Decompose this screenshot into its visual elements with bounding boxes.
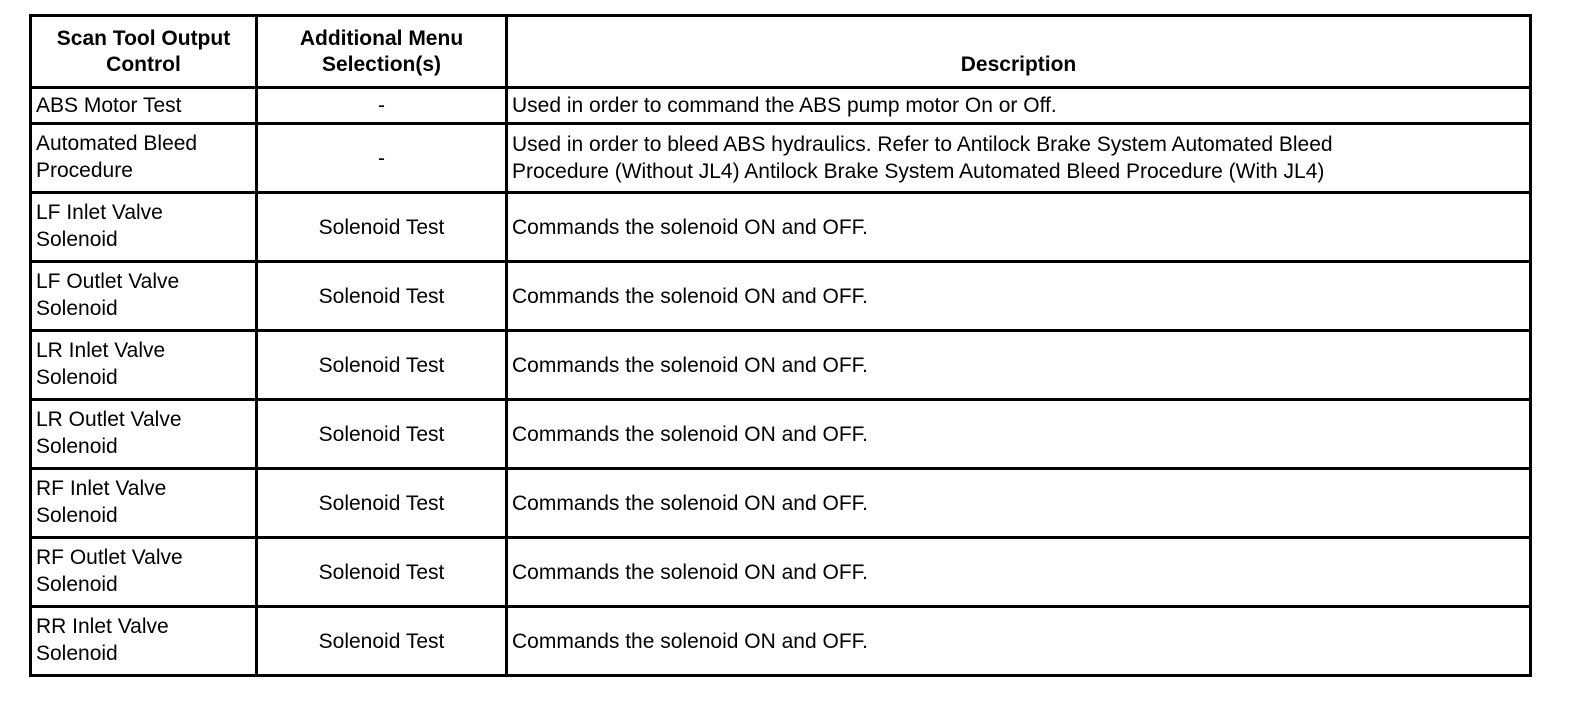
cell-line: Commands the solenoid ON and OFF. bbox=[512, 629, 868, 653]
control-cell bbox=[31, 124, 257, 193]
cell-line: Used in order to command the ABS pump motor On or Off. bbox=[512, 94, 1057, 117]
cell-line: Automated Bleed bbox=[36, 132, 198, 155]
table-row bbox=[31, 262, 1531, 331]
cell-line: Solenoid bbox=[36, 228, 118, 251]
cell-line: Solenoid bbox=[36, 297, 118, 320]
header-scan-tool-output-control bbox=[31, 16, 257, 88]
cell-line: Commands the solenoid ON and OFF. bbox=[512, 491, 868, 515]
menu-cell: Solenoid Test bbox=[257, 607, 507, 676]
cell-line: Solenoid bbox=[36, 642, 118, 665]
header-description: Description bbox=[507, 16, 1531, 88]
cell-line: RR Inlet Valve bbox=[36, 615, 169, 638]
table-row bbox=[31, 124, 1531, 193]
cell-line: Commands the solenoid ON and OFF. bbox=[512, 353, 868, 377]
header-line: Scan Tool Output bbox=[56, 26, 231, 50]
cell-line: Procedure bbox=[36, 159, 133, 182]
header-line: Control bbox=[106, 52, 181, 76]
cell-line: Commands the solenoid ON and OFF. bbox=[512, 284, 868, 308]
description-cell bbox=[507, 193, 1531, 262]
control-cell bbox=[31, 331, 257, 400]
menu-cell: Solenoid Test bbox=[257, 538, 507, 607]
cell-line: Solenoid bbox=[36, 573, 118, 596]
header-additional-menu-selections bbox=[257, 16, 507, 88]
header-line: Additional Menu bbox=[299, 26, 464, 50]
output-control-table bbox=[29, 14, 1532, 677]
cell-line: Solenoid bbox=[36, 504, 118, 527]
description-cell bbox=[507, 538, 1531, 607]
cell-line: RF Outlet Valve bbox=[36, 546, 183, 569]
cell-line: Used in order to bleed ABS hydraulics. Refer to Antilock Brake System Automated Bleed bbox=[512, 133, 1333, 156]
cell-line: ABS Motor Test bbox=[36, 94, 182, 117]
menu-cell: Solenoid Test bbox=[257, 193, 507, 262]
cell-line: Commands the solenoid ON and OFF. bbox=[512, 560, 868, 584]
cell-line: Solenoid bbox=[36, 435, 118, 458]
control-cell bbox=[31, 88, 257, 124]
menu-cell: - bbox=[257, 88, 507, 124]
description-cell bbox=[507, 607, 1531, 676]
table-header-row bbox=[31, 16, 1531, 88]
table-row bbox=[31, 538, 1531, 607]
table-row bbox=[31, 193, 1531, 262]
menu-cell: Solenoid Test bbox=[257, 400, 507, 469]
table-row bbox=[31, 400, 1531, 469]
description-cell bbox=[507, 88, 1531, 124]
cell-line: Procedure (Without JL4) Antilock Brake System Automated Bleed Procedure (With JL4) bbox=[512, 160, 1325, 183]
description-cell bbox=[507, 124, 1531, 193]
control-cell bbox=[31, 538, 257, 607]
table-row bbox=[31, 88, 1531, 124]
header-line: Selection(s) bbox=[321, 52, 442, 76]
menu-cell: Solenoid Test bbox=[257, 262, 507, 331]
cell-line: LR Inlet Valve bbox=[36, 339, 166, 362]
menu-cell: Solenoid Test bbox=[257, 331, 507, 400]
table-row bbox=[31, 469, 1531, 538]
cell-line: LR Outlet Valve bbox=[36, 408, 182, 431]
cell-line: Commands the solenoid ON and OFF. bbox=[512, 215, 868, 239]
table-row bbox=[31, 331, 1531, 400]
cell-line: LF Inlet Valve bbox=[36, 201, 163, 224]
control-cell bbox=[31, 469, 257, 538]
description-cell bbox=[507, 400, 1531, 469]
control-cell bbox=[31, 262, 257, 331]
table-row bbox=[31, 607, 1531, 676]
cell-line: Commands the solenoid ON and OFF. bbox=[512, 422, 868, 446]
control-cell bbox=[31, 400, 257, 469]
menu-cell: - bbox=[257, 124, 507, 193]
cell-line: LF Outlet Valve bbox=[36, 270, 180, 293]
description-cell bbox=[507, 469, 1531, 538]
cell-line: RF Inlet Valve bbox=[36, 477, 167, 500]
cell-line: Solenoid bbox=[36, 366, 118, 389]
control-cell bbox=[31, 193, 257, 262]
menu-cell: Solenoid Test bbox=[257, 469, 507, 538]
control-cell bbox=[31, 607, 257, 676]
description-cell bbox=[507, 262, 1531, 331]
description-cell bbox=[507, 331, 1531, 400]
